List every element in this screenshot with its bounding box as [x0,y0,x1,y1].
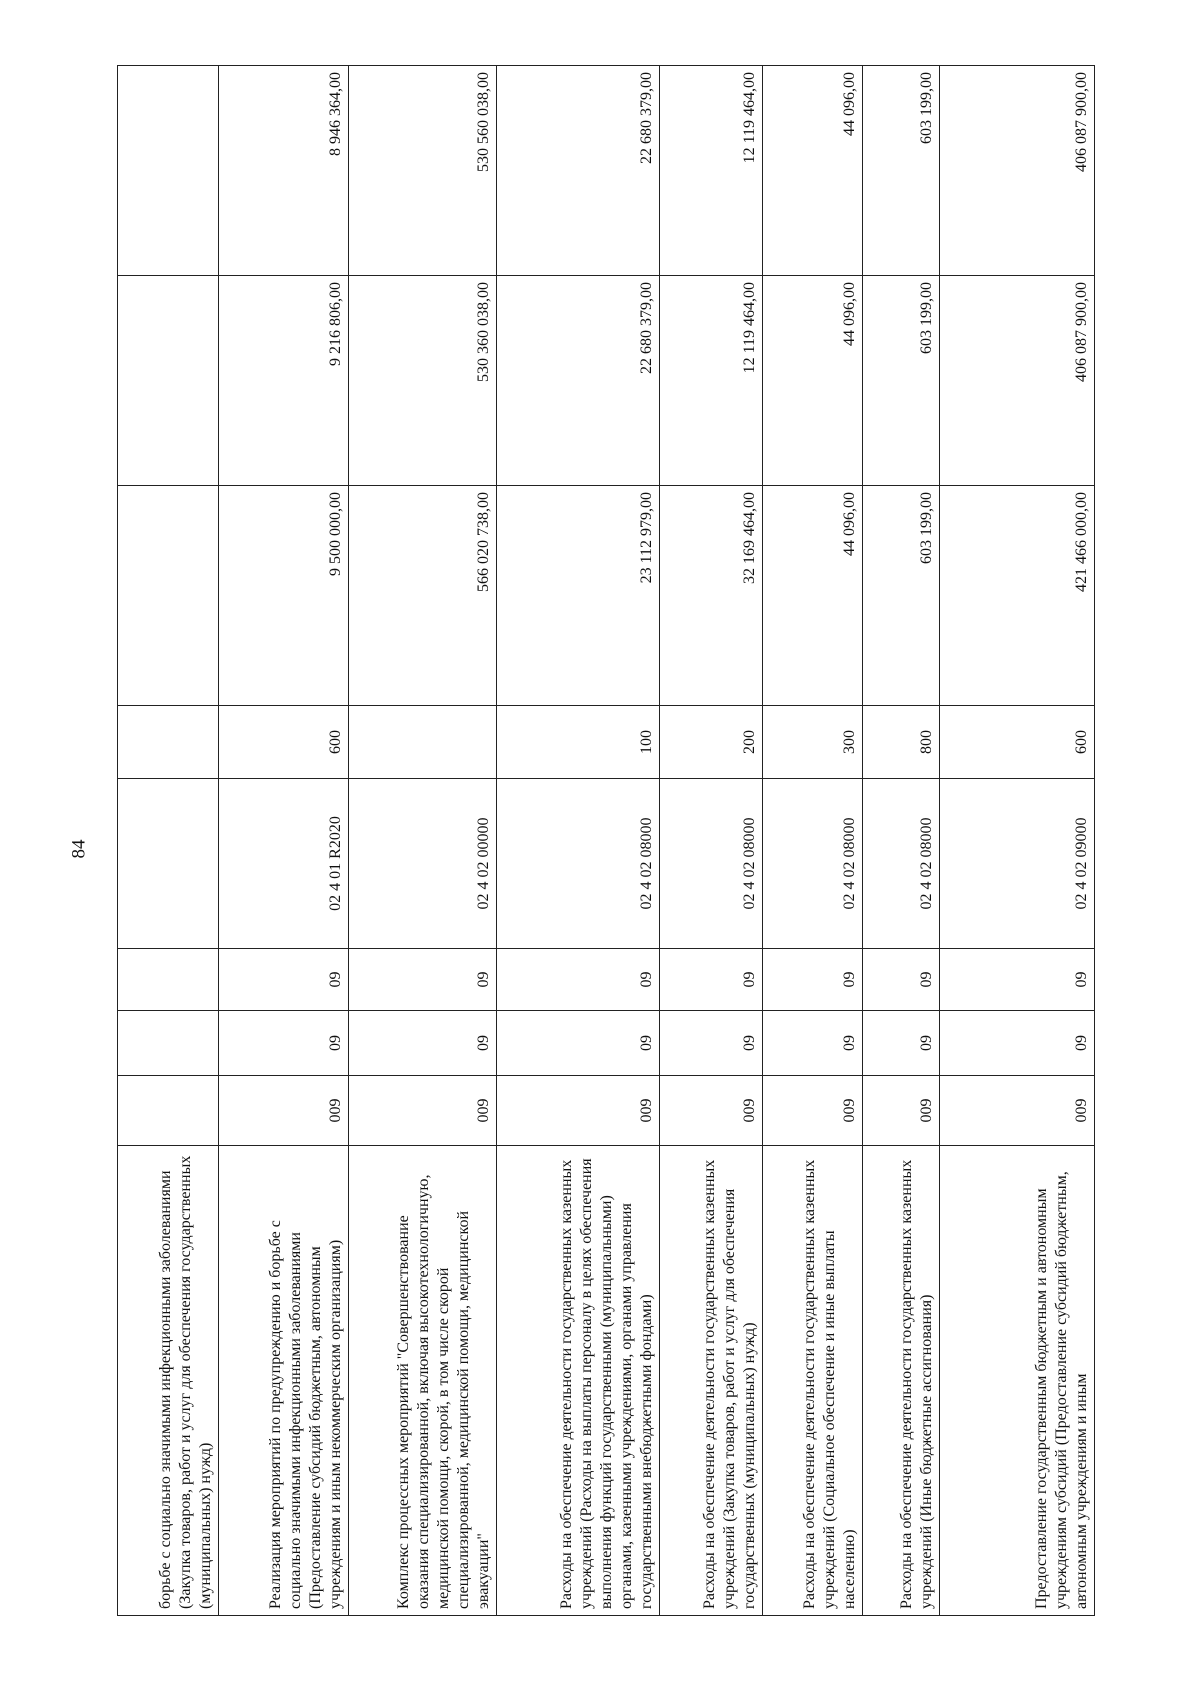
row-section: 09 [863,1011,940,1076]
row-target-article: 02 4 02 08000 [497,779,660,949]
row-expense-type: 100 [497,706,660,779]
row-sum-3: 8 946 364,00 [219,66,349,276]
row-section: 09 [497,1011,660,1076]
row-section: 09 [763,1011,863,1076]
row-sum-2 [118,276,219,486]
row-sum-1: 566 020 738,00 [349,486,497,706]
row-subsection: 09 [940,949,1095,1011]
row-sum-2: 44 096,00 [763,276,863,486]
row-grbs: 009 [219,1076,349,1146]
row-target-article: 02 4 02 08000 [660,779,763,949]
rotated-table-container [117,66,1094,1616]
row-target-article: 02 4 02 00000 [349,779,497,949]
table-row [660,66,763,1616]
row-target-article: 02 4 02 09000 [940,779,1095,949]
row-sum-3 [118,66,219,276]
row-grbs: 009 [349,1076,497,1146]
row-name: Расходы на обеспечение деятельности государственных казенных учреждений (Социальное обеспечение и иные выплаты населению) [763,1146,863,1616]
row-grbs: 009 [863,1076,940,1146]
row-section: 09 [940,1011,1095,1076]
row-sum-1: 603 199,00 [863,486,940,706]
row-subsection: 09 [497,949,660,1011]
table-row [763,66,863,1616]
row-name: Расходы на обеспечение деятельности государственных казенных учреждений (Иные бюджетные ассигнования) [863,1146,940,1616]
row-sum-2: 530 360 038,00 [349,276,497,486]
table-row [219,66,349,1616]
row-sum-2: 406 087 900,00 [940,276,1095,486]
row-expense-type: 800 [863,706,940,779]
row-sum-2: 603 199,00 [863,276,940,486]
table-row [118,66,219,1616]
row-sum-3: 44 096,00 [763,66,863,276]
row-grbs: 009 [763,1076,863,1146]
row-grbs [118,1076,219,1146]
row-sum-1 [118,486,219,706]
row-expense-type [118,706,219,779]
row-grbs: 009 [660,1076,763,1146]
table-row [349,66,497,1616]
row-target-article: 02 4 02 08000 [863,779,940,949]
row-grbs: 009 [497,1076,660,1146]
row-subsection [118,949,219,1011]
row-section [118,1011,219,1076]
row-target-article: 02 4 01 R2020 [219,779,349,949]
row-sum-3: 530 560 038,00 [349,66,497,276]
table-row [863,66,940,1616]
row-subsection: 09 [660,949,763,1011]
row-subsection: 09 [763,949,863,1011]
row-section: 09 [219,1011,349,1076]
row-name: Расходы на обеспечение деятельности государственных казенных учреждений (Расходы на выплаты персоналу в целях обеспечения выполнения функций государственными (муниципальными) органами, казенными учреждениями, органами управления государственными внебюджетными фондами) [497,1146,660,1616]
row-sum-1: 32 169 464,00 [660,486,763,706]
row-expense-type: 600 [940,706,1095,779]
row-sum-2: 9 216 806,00 [219,276,349,486]
row-subsection: 09 [863,949,940,1011]
row-name: Комплекс процессных мероприятий "Совершенствование оказания специализированной, включая высокотехнологичную, медицинской помощи, скорой, в том числе скорой специализированной, медицинской помощи, медицинской эвакуации" [349,1146,497,1616]
row-grbs: 009 [940,1076,1095,1146]
row-sum-1: 9 500 000,00 [219,486,349,706]
row-sum-1: 23 112 979,00 [497,486,660,706]
row-section: 09 [349,1011,497,1076]
row-sum-2: 12 119 464,00 [660,276,763,486]
row-sum-3: 406 087 900,00 [940,66,1095,276]
row-target-article: 02 4 02 08000 [763,779,863,949]
row-sum-1: 44 096,00 [763,486,863,706]
row-sum-3: 12 119 464,00 [660,66,763,276]
row-sum-3: 603 199,00 [863,66,940,276]
row-expense-type [349,706,497,779]
row-expense-type: 200 [660,706,763,779]
row-section: 09 [660,1011,763,1076]
row-subsection: 09 [349,949,497,1011]
budget-table [117,65,1095,1616]
row-name: Предоставление государственным бюджетным и автономным учреждениям субсидий (Предоставление субсидий бюджетным, автономным учреждениям и иным [940,1146,1095,1616]
table-row [940,66,1095,1616]
row-sum-3: 22 680 379,00 [497,66,660,276]
row-sum-2: 22 680 379,00 [497,276,660,486]
page-number: 84 [68,839,90,859]
row-target-article [118,779,219,949]
row-name: борьбе с социально значимыми инфекционными заболеваниями (Закупка товаров, работ и услуг для обеспечения государственных (муниципальных) нужд) [118,1146,219,1616]
table-row [497,66,660,1616]
row-expense-type: 300 [763,706,863,779]
row-expense-type: 600 [219,706,349,779]
row-name: Реализация мероприятий по предупреждению и борьбе с социально значимыми инфекционными заболеваниями (Предоставление субсидий бюджетным, автономным учреждениям и иным некоммерческим организациям) [219,1146,349,1616]
row-sum-1: 421 466 000,00 [940,486,1095,706]
row-name: Расходы на обеспечение деятельности государственных казенных учреждений (Закупка товаров, работ и услуг для обеспечения государственных (муниципальных) нужд) [660,1146,763,1616]
row-subsection: 09 [219,949,349,1011]
